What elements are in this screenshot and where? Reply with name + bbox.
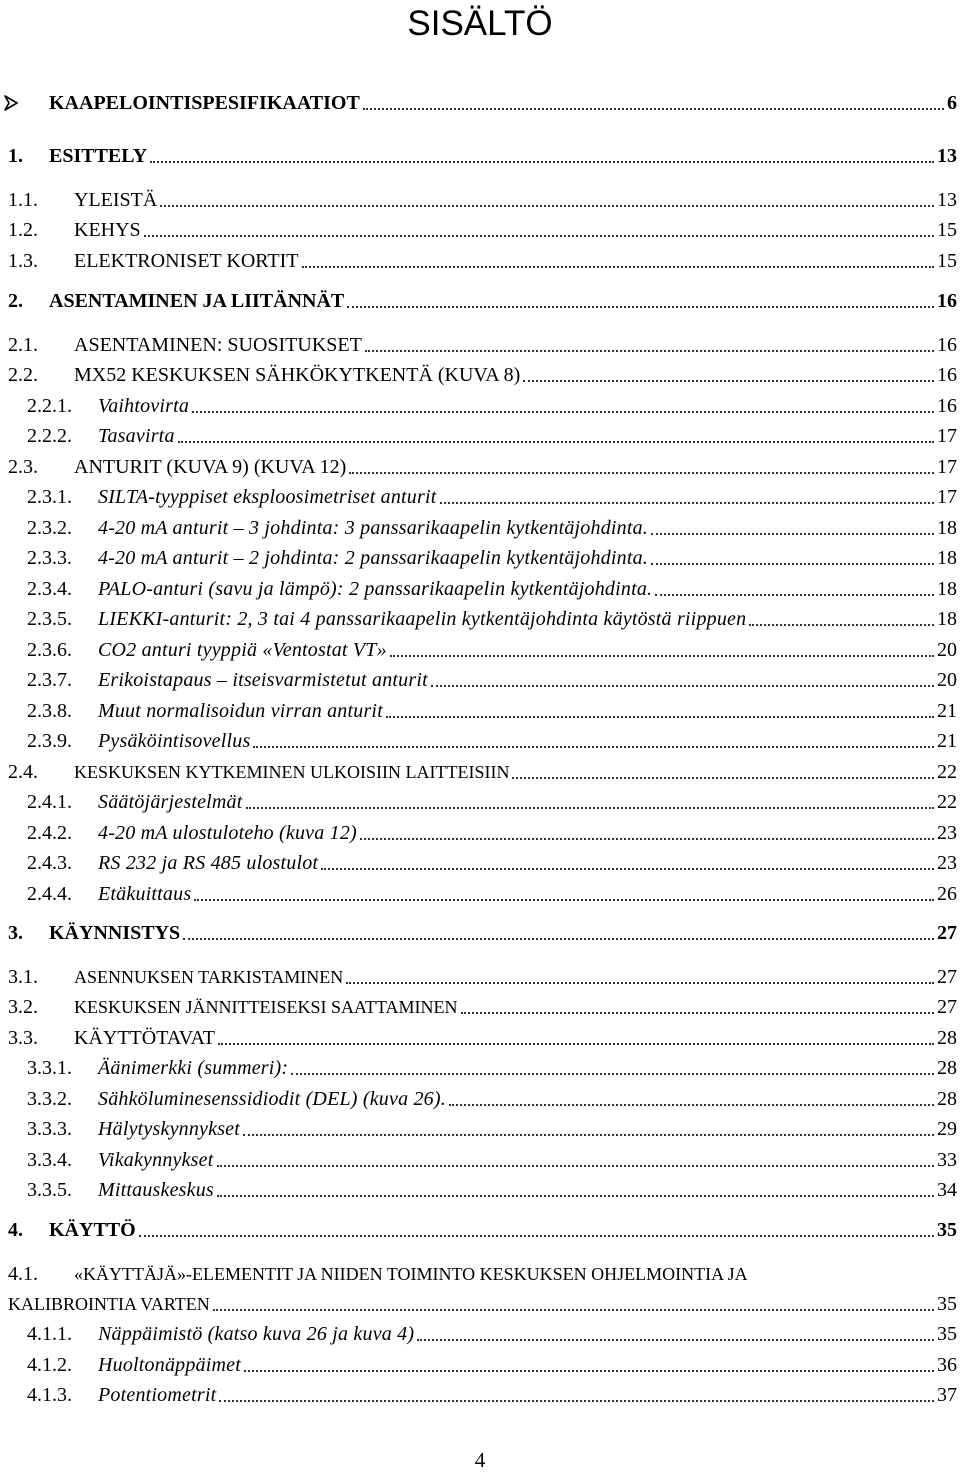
- toc-entry-number: 2.3.4.: [27, 578, 72, 600]
- toc-entry-title: ANTURIT (KUVA 9) (KUVA 12): [74, 456, 347, 478]
- toc-entry-number: 3.3.5.: [27, 1179, 72, 1201]
- toc-entry-title: YLEISTÄ: [74, 189, 158, 211]
- toc-entry-page: 15: [937, 219, 957, 241]
- dot-leader: [243, 1134, 934, 1136]
- toc-entry-title: Vaihtovirta: [98, 395, 190, 417]
- dot-leader: [512, 777, 934, 779]
- toc-entry-title: RS 232 ja RS 485 ulostulot: [98, 852, 319, 874]
- toc-entry-page: 34: [937, 1179, 957, 1201]
- dot-leader: [386, 716, 934, 718]
- toc-entry-title: KALIBROINTIA VARTEN: [8, 1294, 210, 1314]
- toc-entry-page: 13: [937, 189, 957, 211]
- toc-entry-number: 2.3.5.: [27, 608, 72, 630]
- dot-leader: [253, 746, 934, 748]
- toc-entry-number: 2.4.: [8, 761, 38, 783]
- toc-entry[interactable]: [0, 215, 960, 246]
- toc-entry-page: 22: [937, 761, 957, 783]
- toc-entry-title: Erikoistapaus – itseisvarmistetut anturit: [98, 669, 428, 691]
- toc-entry[interactable]: [0, 1215, 960, 1246]
- toc-entry-title: 4-20 mA anturit – 3 johdinta: 3 panssarikaapelin kytkentäjohdinta.: [98, 517, 649, 539]
- toc-entry-title: KESKUKSEN JÄNNITTEISEKSI SAATTAMINEN: [74, 997, 458, 1017]
- dot-leader: [219, 1400, 934, 1402]
- toc-entry[interactable]: [0, 1380, 960, 1411]
- toc-entry-number: 3.3.1.: [27, 1057, 72, 1079]
- toc-entry-title: PALO-anturi (savu ja lämpö): 2 panssarikaapelin kytkentäjohdinta.: [98, 578, 653, 600]
- toc-entry-page: 16: [937, 334, 957, 356]
- toc-entry[interactable]: [0, 391, 960, 422]
- toc-entry-page: 15: [937, 250, 957, 272]
- toc-entry[interactable]: [0, 1350, 960, 1381]
- toc-entry-page: 23: [937, 852, 957, 874]
- dot-leader: [246, 807, 934, 809]
- toc-entry-page: 27: [937, 922, 957, 944]
- toc-entry-number: 4.1.1.: [27, 1323, 72, 1345]
- toc-entry-page: 35: [937, 1323, 957, 1345]
- toc-entry-title: KAAPELOINTISPESIFIKAATIOT: [49, 92, 360, 114]
- toc-entry-title: ASENTAMINEN: SUOSITUKSET: [74, 334, 362, 356]
- dot-leader: [346, 982, 934, 984]
- toc-entry-number: 4.: [8, 1219, 23, 1241]
- toc-entry[interactable]: [0, 88, 960, 119]
- toc-entry[interactable]: [0, 1114, 960, 1145]
- dot-leader: [651, 533, 934, 535]
- toc-entry-page: 20: [937, 639, 957, 661]
- toc-entry-page: 28: [937, 1088, 957, 1110]
- toc-entry-number: 2.3.1.: [27, 486, 72, 508]
- toc-entry-page: 17: [937, 486, 957, 508]
- toc-entry-title: Pysäköintisovellus: [98, 730, 251, 752]
- toc-entry[interactable]: [0, 543, 960, 574]
- toc-entry-title: KÄYNNISTYS: [49, 922, 181, 944]
- dot-leader: [417, 1339, 934, 1341]
- toc-entry-page: 27: [937, 996, 957, 1018]
- toc-entry-number: 1.1.: [8, 189, 38, 211]
- toc-entry-number: 3.3.3.: [27, 1118, 72, 1140]
- toc-entry-title: MX52 KESKUKSEN SÄHKÖKYTKENTÄ (KUVA 8): [74, 364, 521, 386]
- toc-entry[interactable]: [0, 330, 960, 361]
- dot-leader: [461, 1012, 934, 1014]
- toc-entry-number: 2.3.8.: [27, 700, 72, 722]
- toc-entry-title: ASENNUKSEN TARKISTAMINEN: [74, 967, 344, 987]
- toc-entry[interactable]: [0, 918, 960, 949]
- toc-entry-number: 1.2.: [8, 219, 38, 241]
- toc-entry-page: 29: [937, 1118, 957, 1140]
- toc-entry-number: 2.2.: [8, 364, 38, 386]
- toc-entry-number: 2.2.2.: [27, 425, 72, 447]
- dot-leader: [365, 350, 934, 352]
- toc-entry[interactable]: [0, 1319, 960, 1350]
- toc-entry-page: 16: [937, 395, 957, 417]
- dot-leader: [302, 266, 934, 268]
- toc-entry-number: 2.4.1.: [27, 791, 72, 813]
- toc-entry-title: Muut normalisoidun virran anturit: [98, 700, 383, 722]
- toc-entry-number: 3.1.: [8, 966, 38, 988]
- toc-entry-number: 2.3.7.: [27, 669, 72, 691]
- toc-entry-title: Mittauskeskus: [98, 1179, 214, 1201]
- toc-entry-page: 35: [937, 1219, 957, 1241]
- toc-entry[interactable]: [0, 962, 960, 993]
- toc-entry-number: 2.2.1.: [27, 395, 72, 417]
- toc-entry-title: Tasavirta: [98, 425, 175, 447]
- toc-entry-page: 36: [937, 1354, 957, 1376]
- toc-entry-number: 2.4.4.: [27, 883, 72, 905]
- dot-leader: [178, 441, 934, 443]
- toc-entry[interactable]: [0, 1259, 960, 1290]
- toc-entry-page: 33: [937, 1149, 957, 1171]
- toc-entry[interactable]: [0, 185, 960, 216]
- dot-leader: [390, 655, 934, 657]
- toc-entry-page: 28: [937, 1057, 957, 1079]
- toc-entry-page: 26: [937, 883, 957, 905]
- dot-leader: [749, 624, 934, 626]
- toc-entry-title: Vikakynnykset: [98, 1149, 214, 1171]
- dot-leader: [217, 1195, 934, 1197]
- page-title: SISÄLTÖ: [407, 4, 553, 43]
- toc-entry[interactable]: [0, 696, 960, 727]
- dot-leader: [218, 1043, 934, 1045]
- toc-entry-title: KEHYS: [74, 219, 141, 241]
- toc-entry-title: KÄYTTÖTAVAT: [74, 1027, 215, 1049]
- toc-entry-page: 17: [937, 456, 957, 478]
- toc-entry-page: 18: [937, 547, 957, 569]
- dot-leader: [321, 868, 934, 870]
- toc-entry-number: 4.1.: [8, 1263, 38, 1285]
- toc-entry-title: 4-20 mA anturit – 2 johdinta: 2 panssarikaapelin kytkentäjohdinta.: [98, 547, 649, 569]
- toc-entry-page: 21: [937, 730, 957, 752]
- toc-entry[interactable]: [0, 1053, 960, 1084]
- toc-entry[interactable]: [0, 1023, 960, 1054]
- toc-entry-number: 2.4.3.: [27, 852, 72, 874]
- toc-entry-title: KESKUKSEN KYTKEMINEN ULKOISIIN LAITTEISIIN: [74, 762, 510, 782]
- toc-entry-title: Etäkuittaus: [98, 883, 192, 905]
- toc-entry-title: Potentiometrit: [98, 1384, 217, 1406]
- dot-leader: [523, 380, 934, 382]
- dot-leader: [244, 1370, 934, 1372]
- toc-entry[interactable]: [0, 1145, 960, 1176]
- toc-entry-title: 4-20 mA ulostuloteho (kuva 12): [98, 822, 357, 844]
- toc-entry[interactable]: [0, 1175, 960, 1206]
- dot-leader: [217, 1165, 935, 1167]
- dot-leader: [449, 1104, 934, 1106]
- dot-leader: [363, 108, 944, 110]
- dot-leader: [440, 502, 934, 504]
- toc-entry-number: 2.3.3.: [27, 547, 72, 569]
- toc-entry-number: 2.3.9.: [27, 730, 72, 752]
- toc-entry-title: SILTA-tyyppiset eksploosimetriset anturit: [98, 486, 437, 508]
- toc-entry-page: 35: [937, 1293, 957, 1315]
- toc-entry-title: CO2 anturi tyyppiä «Ventostat VT»: [98, 639, 387, 661]
- toc-entry-page: 6: [947, 92, 957, 114]
- toc-entry-number: 3.3.4.: [27, 1149, 72, 1171]
- toc-entry-number: 2.1.: [8, 334, 38, 356]
- toc-entry-number: 2.3.: [8, 456, 38, 478]
- toc-entry-number: 2.3.6.: [27, 639, 72, 661]
- dot-leader: [192, 411, 934, 413]
- toc-entry-title: Sähköluminesenssidiodit (DEL) (kuva 26).: [98, 1088, 446, 1110]
- toc-entry-title: KÄYTTÖ: [49, 1219, 136, 1241]
- toc-entry-page: 28: [937, 1027, 957, 1049]
- toc-entry[interactable]: [0, 574, 960, 605]
- toc-entry[interactable]: [0, 604, 960, 635]
- toc-entry-number: 3.3.2.: [27, 1088, 72, 1110]
- dot-leader: [160, 205, 934, 207]
- toc-entry-title: Huoltonäppäimet: [98, 1354, 241, 1376]
- toc-entry[interactable]: [0, 482, 960, 513]
- toc-entry-title: ASENTAMINEN JA LIITÄNNÄT: [49, 290, 345, 312]
- toc-entry-page: 18: [937, 517, 957, 539]
- toc-entry-title: «KÄYTTÄJÄ»-ELEMENTIT JA NIIDEN TOIMINTO KESKUKSEN OHJELMOINTIA JA: [74, 1264, 748, 1284]
- toc-entry[interactable]: [0, 848, 960, 879]
- toc-entry-number: 2.3.2.: [27, 517, 72, 539]
- toc-entry-page: 23: [937, 822, 957, 844]
- dot-leader: [213, 1309, 934, 1311]
- page-number: 4: [474, 1448, 486, 1472]
- toc-entry-number: 4.1.3.: [27, 1384, 72, 1406]
- toc-entry-number: 3.2.: [8, 996, 38, 1018]
- toc-entry[interactable]: [0, 726, 960, 757]
- toc-entry-title: Säätöjärjestelmät: [98, 791, 243, 813]
- dot-leader: [144, 235, 934, 237]
- toc-entry[interactable]: [0, 452, 960, 483]
- toc-entry[interactable]: [0, 992, 960, 1023]
- dot-leader: [655, 594, 934, 596]
- toc-entry[interactable]: [0, 818, 960, 849]
- toc-entry[interactable]: [0, 879, 960, 910]
- toc-entry[interactable]: [0, 665, 960, 696]
- arrow-bullet-icon: [3, 95, 19, 111]
- toc-entry[interactable]: [0, 635, 960, 666]
- toc-entry-number: 2.: [8, 290, 23, 312]
- toc-entry-page: 22: [937, 791, 957, 813]
- toc-entry[interactable]: [0, 757, 960, 788]
- toc-entry[interactable]: [0, 787, 960, 818]
- toc-entry-page: 20: [937, 669, 957, 691]
- toc-entry-number: 4.1.2.: [27, 1354, 72, 1376]
- toc-entry-page: 18: [937, 578, 957, 600]
- toc-entry-page: 18: [937, 608, 957, 630]
- toc-entry[interactable]: [0, 246, 960, 277]
- toc-entry-page: 21: [937, 700, 957, 722]
- toc-entry-title: Hälytyskynnykset: [98, 1118, 241, 1140]
- toc-entry[interactable]: [0, 1084, 960, 1115]
- dot-leader: [183, 938, 934, 940]
- dot-leader: [139, 1235, 934, 1237]
- toc-entry-page: 37: [937, 1384, 957, 1406]
- dot-leader: [360, 838, 934, 840]
- toc-entry-page: 27: [937, 966, 957, 988]
- toc-entry-page: 13: [937, 145, 957, 167]
- dot-leader: [349, 472, 934, 474]
- dot-leader: [150, 161, 934, 163]
- toc-entry-title: ELEKTRONISET KORTIT: [74, 250, 299, 272]
- toc-entry[interactable]: [0, 1289, 960, 1320]
- toc-entry-title: LIEKKI-anturit: 2, 3 tai 4 panssarikaapelin kytkentäjohdinta käytöstä riippuen: [98, 608, 747, 630]
- toc-entry-page: 16: [937, 290, 957, 312]
- toc-entry[interactable]: [0, 141, 960, 172]
- toc-entry-title: ESITTELY: [49, 145, 148, 167]
- toc-entry-page: 17: [937, 425, 957, 447]
- toc-entry-number: 2.4.2.: [27, 822, 72, 844]
- dot-leader: [431, 685, 934, 687]
- toc-entry-number: 1.: [8, 145, 23, 167]
- toc-entry[interactable]: [0, 360, 960, 391]
- dot-leader: [194, 899, 934, 901]
- toc-entry-number: 3.: [8, 922, 23, 944]
- toc-entry-page: 16: [937, 364, 957, 386]
- toc-entry[interactable]: [0, 513, 960, 544]
- dot-leader: [347, 306, 934, 308]
- toc-entry-title: Näppäimistö (katso kuva 26 ja kuva 4): [98, 1323, 415, 1345]
- toc-entry[interactable]: [0, 421, 960, 452]
- toc-entry[interactable]: [0, 286, 960, 317]
- toc-entry-number: 1.3.: [8, 250, 38, 272]
- dot-leader: [291, 1073, 934, 1075]
- toc-entry-number: 3.3.: [8, 1027, 38, 1049]
- toc-entry-title: Äänimerkki (summeri):: [98, 1057, 289, 1079]
- dot-leader: [651, 563, 934, 565]
